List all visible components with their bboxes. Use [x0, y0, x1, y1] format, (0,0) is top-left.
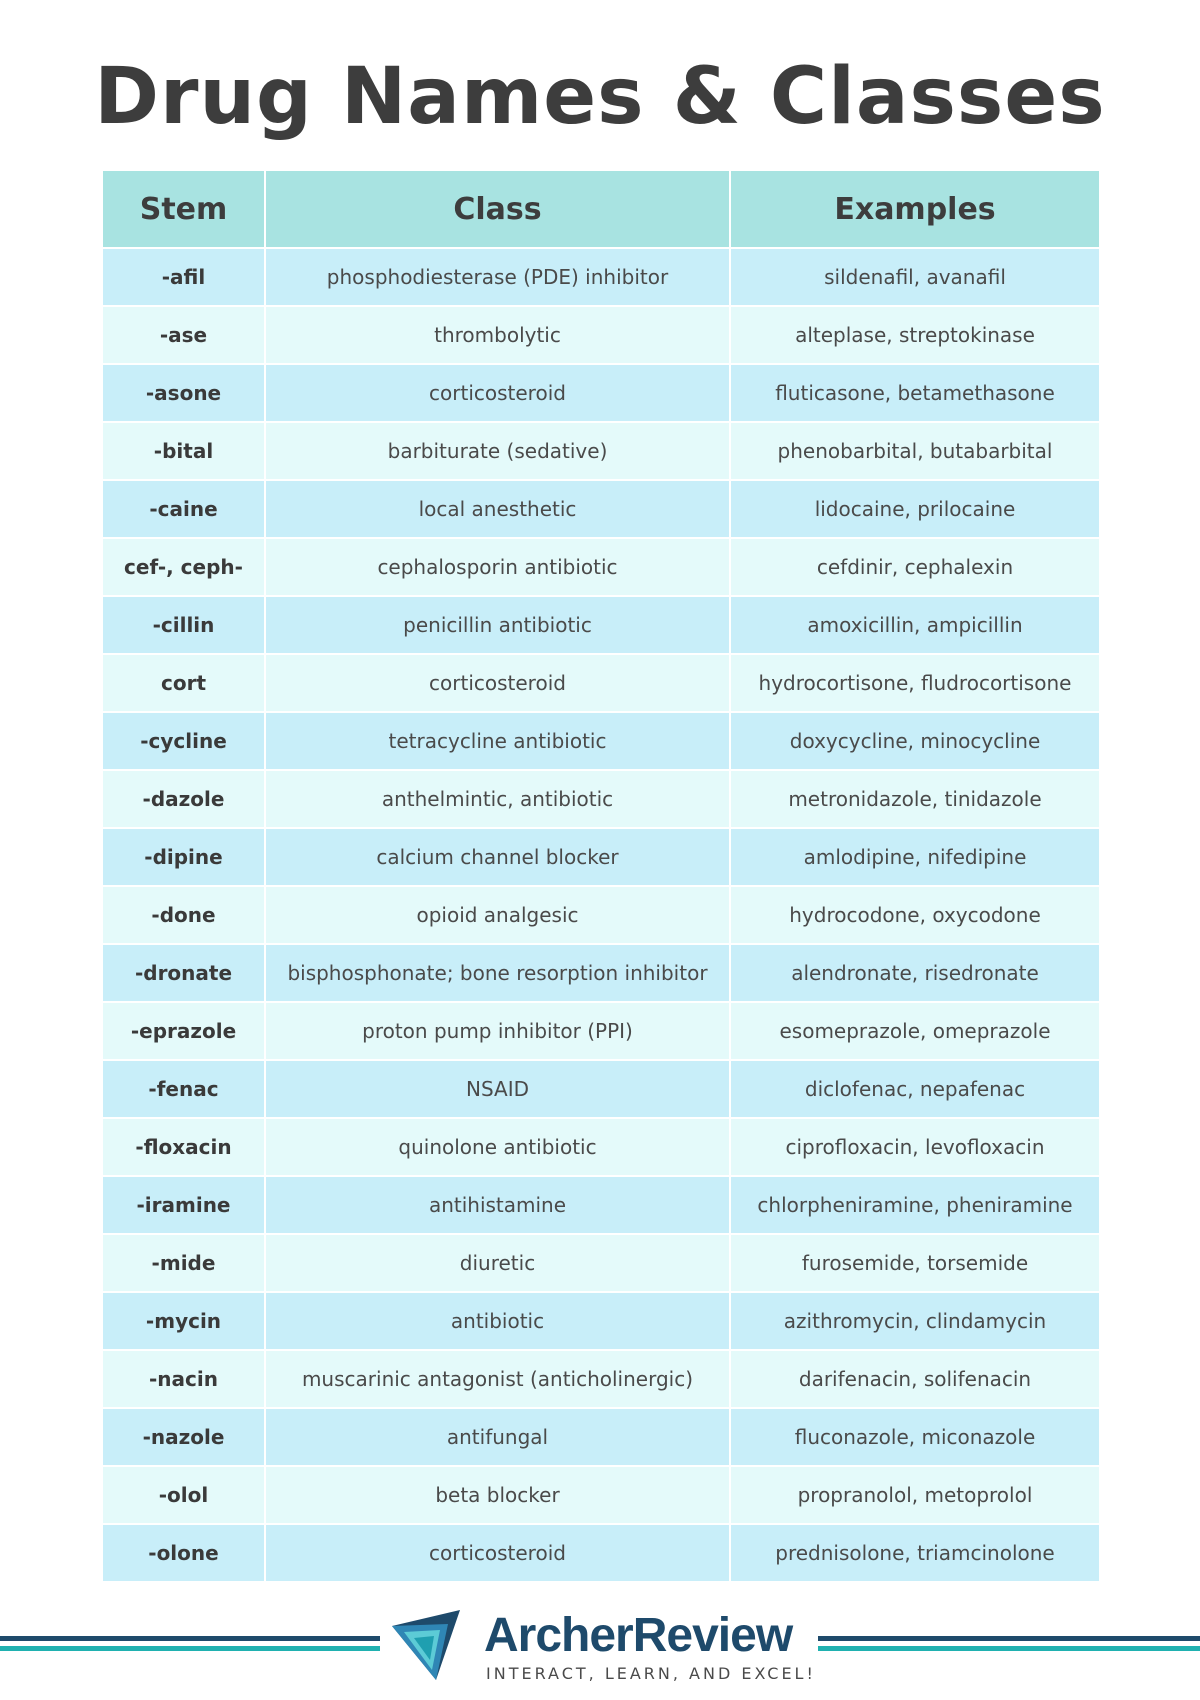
table-row — [103, 364, 1099, 422]
footer-line-left-teal — [0, 1646, 380, 1651]
header-class: Class — [265, 171, 730, 248]
examples-cell: alendronate, risedronate — [730, 944, 1099, 1002]
stem-cell: -ase — [103, 306, 265, 364]
table-row — [103, 1234, 1099, 1292]
table-row — [103, 654, 1099, 712]
stem-cell: cef-, ceph- — [103, 538, 265, 596]
examples-cell: cefdinir, cephalexin — [730, 538, 1099, 596]
examples-cell: fluticasone, betamethasone — [730, 364, 1099, 422]
table-row — [103, 538, 1099, 596]
table-row — [103, 1060, 1099, 1118]
table-row — [103, 1466, 1099, 1524]
table-row — [103, 1292, 1099, 1350]
class-cell: quinolone antibiotic — [265, 1118, 730, 1176]
examples-cell: phenobarbital, butabarbital — [730, 422, 1099, 480]
class-cell: proton pump inhibitor (PPI) — [265, 1002, 730, 1060]
stem-cell: -bital — [103, 422, 265, 480]
class-cell: phosphodiesterase (PDE) inhibitor — [265, 248, 730, 306]
stem-cell: -cycline — [103, 712, 265, 770]
table-row — [103, 1118, 1099, 1176]
examples-cell: ciprofloxacin, levofloxacin — [730, 1118, 1099, 1176]
stem-cell: -mycin — [103, 1292, 265, 1350]
class-cell: corticosteroid — [265, 364, 730, 422]
examples-cell: chlorpheniramine, pheniramine — [730, 1176, 1099, 1234]
table-header-row — [103, 171, 1099, 248]
examples-cell: amlodipine, nifedipine — [730, 828, 1099, 886]
stem-cell: -olone — [103, 1524, 265, 1582]
class-cell: thrombolytic — [265, 306, 730, 364]
class-cell: penicillin antibiotic — [265, 596, 730, 654]
brand-tagline: INTERACT, LEARN, AND EXCEL! — [486, 1664, 816, 1683]
class-cell: barbiturate (sedative) — [265, 422, 730, 480]
table-row — [103, 712, 1099, 770]
stem-cell: -nacin — [103, 1350, 265, 1408]
table-row — [103, 1408, 1099, 1466]
header-stem: Stem — [103, 171, 265, 248]
class-cell: calcium channel blocker — [265, 828, 730, 886]
stem-cell: -floxacin — [103, 1118, 265, 1176]
class-cell: antihistamine — [265, 1176, 730, 1234]
class-cell: cephalosporin antibiotic — [265, 538, 730, 596]
stem-cell: -dazole — [103, 770, 265, 828]
stem-cell: -asone — [103, 364, 265, 422]
table-row — [103, 422, 1099, 480]
examples-cell: doxycycline, minocycline — [730, 712, 1099, 770]
examples-cell: hydrocortisone, fludrocortisone — [730, 654, 1099, 712]
examples-cell: hydrocodone, oxycodone — [730, 886, 1099, 944]
class-cell: antifungal — [265, 1408, 730, 1466]
examples-cell: amoxicillin, ampicillin — [730, 596, 1099, 654]
class-cell: antibiotic — [265, 1292, 730, 1350]
table-row — [103, 1350, 1099, 1408]
stem-cell: cort — [103, 654, 265, 712]
stem-cell: -olol — [103, 1466, 265, 1524]
stem-cell: -iramine — [103, 1176, 265, 1234]
stem-cell: -fenac — [103, 1060, 265, 1118]
examples-cell: fluconazole, miconazole — [730, 1408, 1099, 1466]
stem-cell: -cillin — [103, 596, 265, 654]
class-cell: tetracycline antibiotic — [265, 712, 730, 770]
examples-cell: sildenafil, avanafil — [730, 248, 1099, 306]
examples-cell: prednisolone, triamcinolone — [730, 1524, 1099, 1582]
footer-line-right-teal — [818, 1646, 1200, 1651]
class-cell: opioid analgesic — [265, 886, 730, 944]
table-row — [103, 306, 1099, 364]
class-cell: local anesthetic — [265, 480, 730, 538]
stem-cell: -done — [103, 886, 265, 944]
header-examples: Examples — [730, 171, 1099, 248]
brand-name: ArcherReview — [484, 1609, 793, 1662]
table-row — [103, 1524, 1099, 1582]
class-cell: diuretic — [265, 1234, 730, 1292]
class-cell: corticosteroid — [265, 654, 730, 712]
page-title: Drug Names & Classes — [94, 52, 1106, 142]
class-cell: bisphosphonate; bone resorption inhibitor — [265, 944, 730, 1002]
archer-arrowhead-icon — [390, 1608, 472, 1682]
class-cell: corticosteroid — [265, 1524, 730, 1582]
examples-cell: lidocaine, prilocaine — [730, 480, 1099, 538]
stem-cell: -dipine — [103, 828, 265, 886]
stem-cell: -mide — [103, 1234, 265, 1292]
drug-table — [103, 171, 1099, 1583]
class-cell: beta blocker — [265, 1466, 730, 1524]
examples-cell: propranolol, metoprolol — [730, 1466, 1099, 1524]
examples-cell: alteplase, streptokinase — [730, 306, 1099, 364]
footer-line-right-dark — [818, 1636, 1200, 1641]
examples-cell: azithromycin, clindamycin — [730, 1292, 1099, 1350]
class-cell: muscarinic antagonist (anticholinergic) — [265, 1350, 730, 1408]
stem-cell: -nazole — [103, 1408, 265, 1466]
examples-cell: esomeprazole, omeprazole — [730, 1002, 1099, 1060]
table-row — [103, 480, 1099, 538]
stem-cell: -afil — [103, 248, 265, 306]
table-row — [103, 944, 1099, 1002]
stem-cell: -caine — [103, 480, 265, 538]
examples-cell: diclofenac, nepafenac — [730, 1060, 1099, 1118]
table-row — [103, 1176, 1099, 1234]
table-row — [103, 1002, 1099, 1060]
table-row — [103, 770, 1099, 828]
table-row — [103, 248, 1099, 306]
stem-cell: -eprazole — [103, 1002, 265, 1060]
table-body — [103, 248, 1099, 1582]
footer-line-left-dark — [0, 1636, 380, 1641]
examples-cell: darifenacin, solifenacin — [730, 1350, 1099, 1408]
table-row — [103, 596, 1099, 654]
class-cell: NSAID — [265, 1060, 730, 1118]
table-row — [103, 828, 1099, 886]
examples-cell: furosemide, torsemide — [730, 1234, 1099, 1292]
table-row — [103, 886, 1099, 944]
footer — [0, 1600, 1200, 1690]
examples-cell: metronidazole, tinidazole — [730, 770, 1099, 828]
class-cell: anthelmintic, antibiotic — [265, 770, 730, 828]
stem-cell: -dronate — [103, 944, 265, 1002]
